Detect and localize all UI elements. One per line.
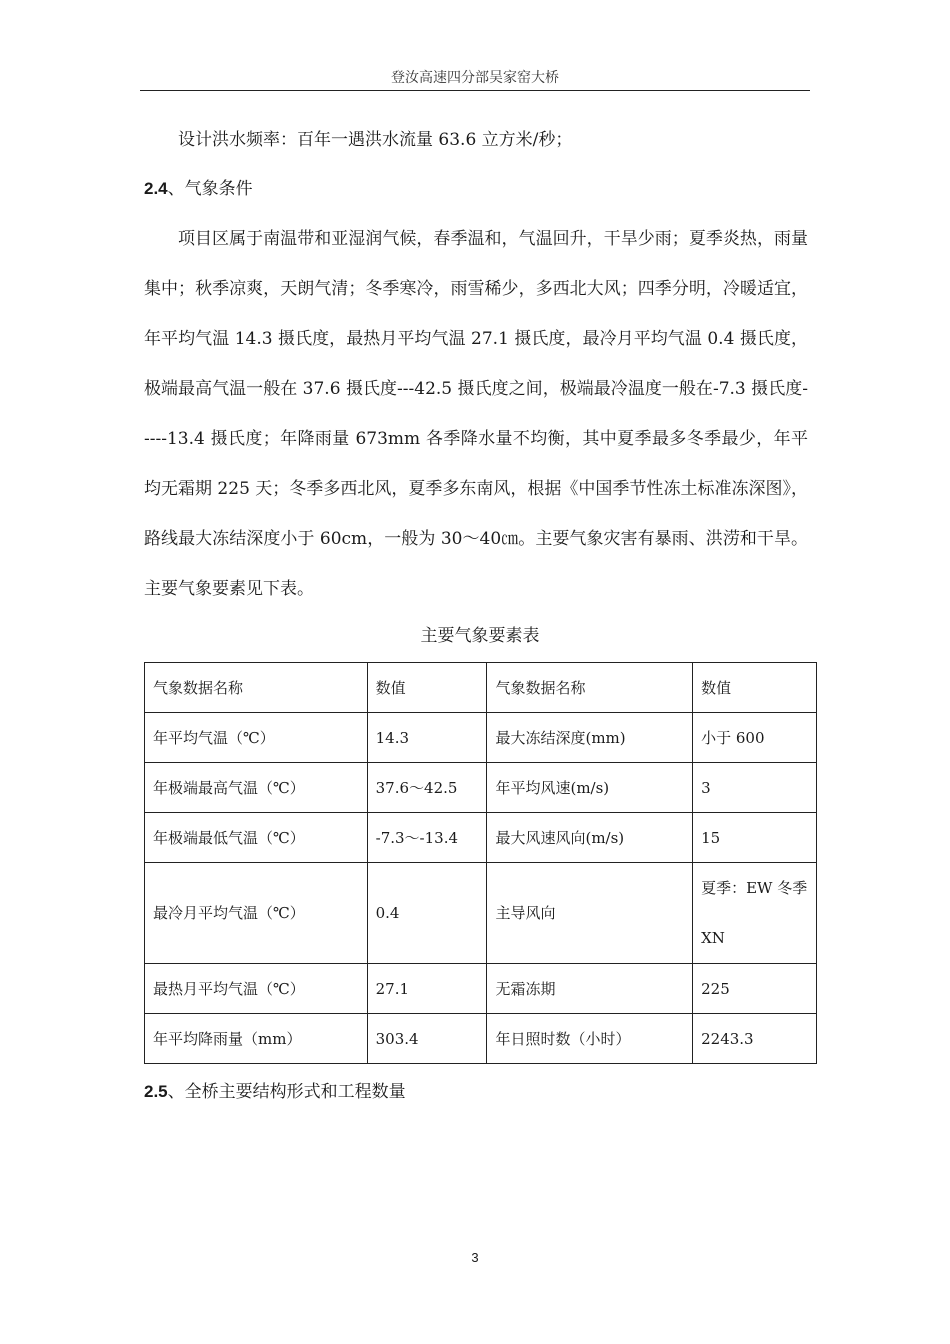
section-title: 、全桥主要结构形式和工程数量: [167, 1082, 406, 1102]
table-cell: 2243.3: [693, 1014, 817, 1064]
table-cell: 303.4: [367, 1014, 487, 1064]
header-cell: 数值: [693, 663, 817, 713]
section-title: 、气象条件: [167, 179, 253, 199]
header-title: 登汝高速四分部吴家窑大桥: [391, 70, 559, 86]
table-row: [145, 964, 817, 1014]
table-cell: 主导风向: [487, 863, 693, 964]
table-cell: 夏季：EW 冬季 XN: [693, 863, 817, 964]
table-row: [145, 863, 817, 964]
table-row: [145, 713, 817, 763]
header-cell: 气象数据名称: [145, 663, 368, 713]
table-cell: 37.6～42.5: [367, 763, 487, 813]
header-cell: 气象数据名称: [487, 663, 693, 713]
table-cell: 27.1: [367, 964, 487, 1014]
section-heading-2-5: [144, 1080, 406, 1104]
table-title: 主要气象要素表: [420, 626, 540, 646]
table-row: [145, 813, 817, 863]
table-cell: 年日照时数（小时）: [487, 1014, 693, 1064]
table-row: [145, 1014, 817, 1064]
table-header-row: [145, 663, 817, 713]
table-row: [145, 763, 817, 813]
table-cell: 年平均风速(m/s): [487, 763, 693, 813]
table-cell: 0.4: [367, 863, 487, 964]
table-cell: 年极端最高气温（℃）: [145, 763, 368, 813]
section-number: 2.5: [144, 1082, 168, 1101]
table-cell: 年极端最低气温（℃）: [145, 813, 368, 863]
table-cell: 最大冻结深度(mm): [487, 713, 693, 763]
table-cell: 年平均降雨量（mm）: [145, 1014, 368, 1064]
table-cell: 最大风速风向(m/s): [487, 813, 693, 863]
section-number: 2.4: [144, 179, 168, 198]
page-header: [140, 66, 810, 91]
section-heading-2-4: [144, 177, 253, 201]
table-cell: 14.3: [367, 713, 487, 763]
weather-table: [144, 662, 817, 1064]
table-cell: 15: [693, 813, 817, 863]
table-cell: 年平均气温（℃）: [145, 713, 368, 763]
table-cell: 小于 600: [693, 713, 817, 763]
table-cell: 最冷月平均气温（℃）: [145, 863, 368, 964]
table-cell: 3: [693, 763, 817, 813]
table-cell: 最热月平均气温（℃）: [145, 964, 368, 1014]
page-number: 3: [471, 1250, 479, 1265]
climate-paragraph: 项目区属于南温带和亚湿润气候，春季温和，气温回升，干旱少雨；夏季炎热，雨量集中；秋季凉爽，天朗气清；冬季寒冷，雨雪稀少，多西北大风；四季分明，冷暖适宜，年平均气温 14.3 摄氏度，最热月平均气温 27.1 摄氏度，最冷月平均气温 0.4 摄氏度，极端最高气温一般在 37.6 摄氏度---42.5 摄氏度之间，极端最冷温度一般在-7.3 摄氏度-----13.4 摄氏度；年降雨量 673mm 各季降水量不均衡，其中夏季最多冬季最少，年平均无霜期 225 天；冬季多西北风，夏季多东南风，根据《中国季节性冻土标准冻深图》，路线最大冻结深度小于 60cm，一般为 30～40㎝。主要气象灾害有暴雨、洪涝和干旱。主要气象要素见下表。: [144, 229, 808, 599]
header-cell: 数值: [367, 663, 487, 713]
flood-frequency-line: 设计洪水频率：百年一遇洪水流量 63.6 立方米/秒；: [178, 130, 573, 150]
table-cell: 225: [693, 964, 817, 1014]
table-cell: -7.3～-13.4: [367, 813, 487, 863]
table-cell: 无霜冻期: [487, 964, 693, 1014]
